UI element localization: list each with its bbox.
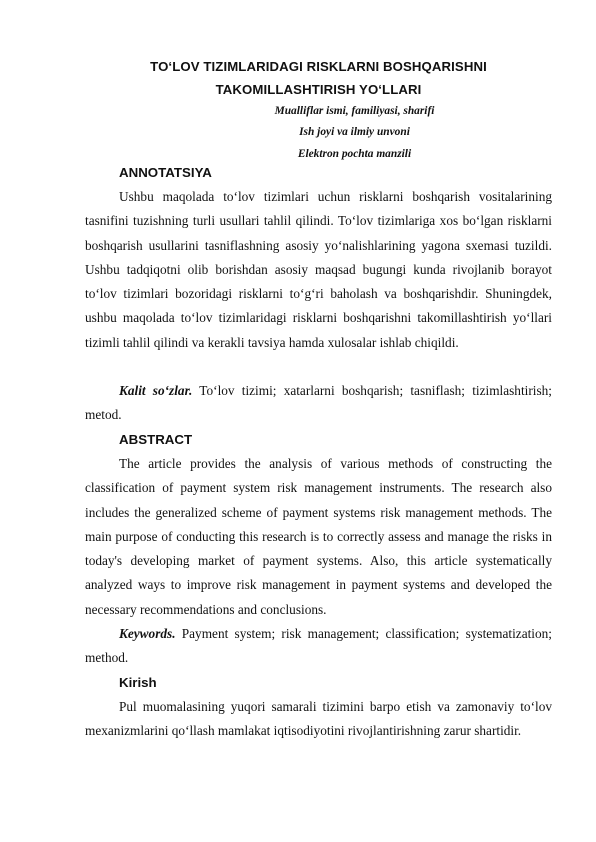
paper-title-line-1: TO‘LOV TIZIMLARIDAGI RISKLARNI BOSHQARISHNI [150, 59, 487, 74]
author-names: Mualliflar ismi, familiyasi, sharifi [274, 105, 435, 117]
annotation-keywords-label: Kalit so‘zlar. [119, 383, 193, 398]
annotation-keywords [85, 379, 552, 428]
abstract-text: The article provides the analysis of various methods of constructing the classification of payment system risk management instruments. The research also includes the generalized scheme of payment systems risk management methods. The main purpose of conducting this research is to correctly assess and manage the risks in today's developing market of payment systems. Also, this article systematically analyzed ways to improve risk management in payment systems and developed the necessary recommendations and conclusions. [85, 456, 552, 617]
annotation-keywords-text: To‘lov tizimi; xatarlarni boshqarish; tasniflash; tizimlashtirish; metod. [85, 383, 552, 423]
paper-title-line-2: TAKOMILLASHTIRISH YO‘LLARI [215, 82, 422, 97]
abstract-keywords [85, 622, 552, 671]
annotation-text: Ushbu maqolada to‘lov tizimlari uchun risklarni boshqarish vositalarining tasnifini tuzishning turli usullari tahlil qilindi. To‘lov tizimlariga xos bo‘lgan risklarni boshqarish usullarini tasniflashning asosiy yo‘nalishlarining yagona sxemasi tuzildi. Ushbu tadqiqotni olib borishdan asosiy maqsad bugungi kunda rivojlanib borayot to‘lov tizimlari bozoridagi risklarni to‘g‘ri baholash va boshqarishdir. Shuningdek, ushbu maqolada to‘lov tizimlaridagi risklarni boshqarishni takomillashtirish yo‘llari tizimli tahlil qilindi va kerakli tavsiya hamda xulosalar ishlab chiqildi. [85, 189, 552, 350]
abstract-heading: ABSTRACT [119, 432, 193, 447]
author-affiliation: Ish joyi va ilmiy unvoni [299, 126, 410, 138]
intro-heading: Kirish [119, 675, 157, 690]
intro-text: Pul muomalasining yuqori samarali tizimini barpo etish va zamonaviy to‘lov mexanizmlarini qo‘llash mamlakat iqtisodiyotini rivojlantirishning zarur shartidir. [85, 699, 552, 739]
abstract-keywords-text: Payment system; risk management; classification; systematization; method. [85, 626, 552, 666]
author-email: Elektron pochta manzili [297, 148, 412, 160]
annotation-heading: ANNOTATSIYA [119, 165, 212, 180]
abstract-keywords-label: Keywords. [119, 626, 176, 641]
